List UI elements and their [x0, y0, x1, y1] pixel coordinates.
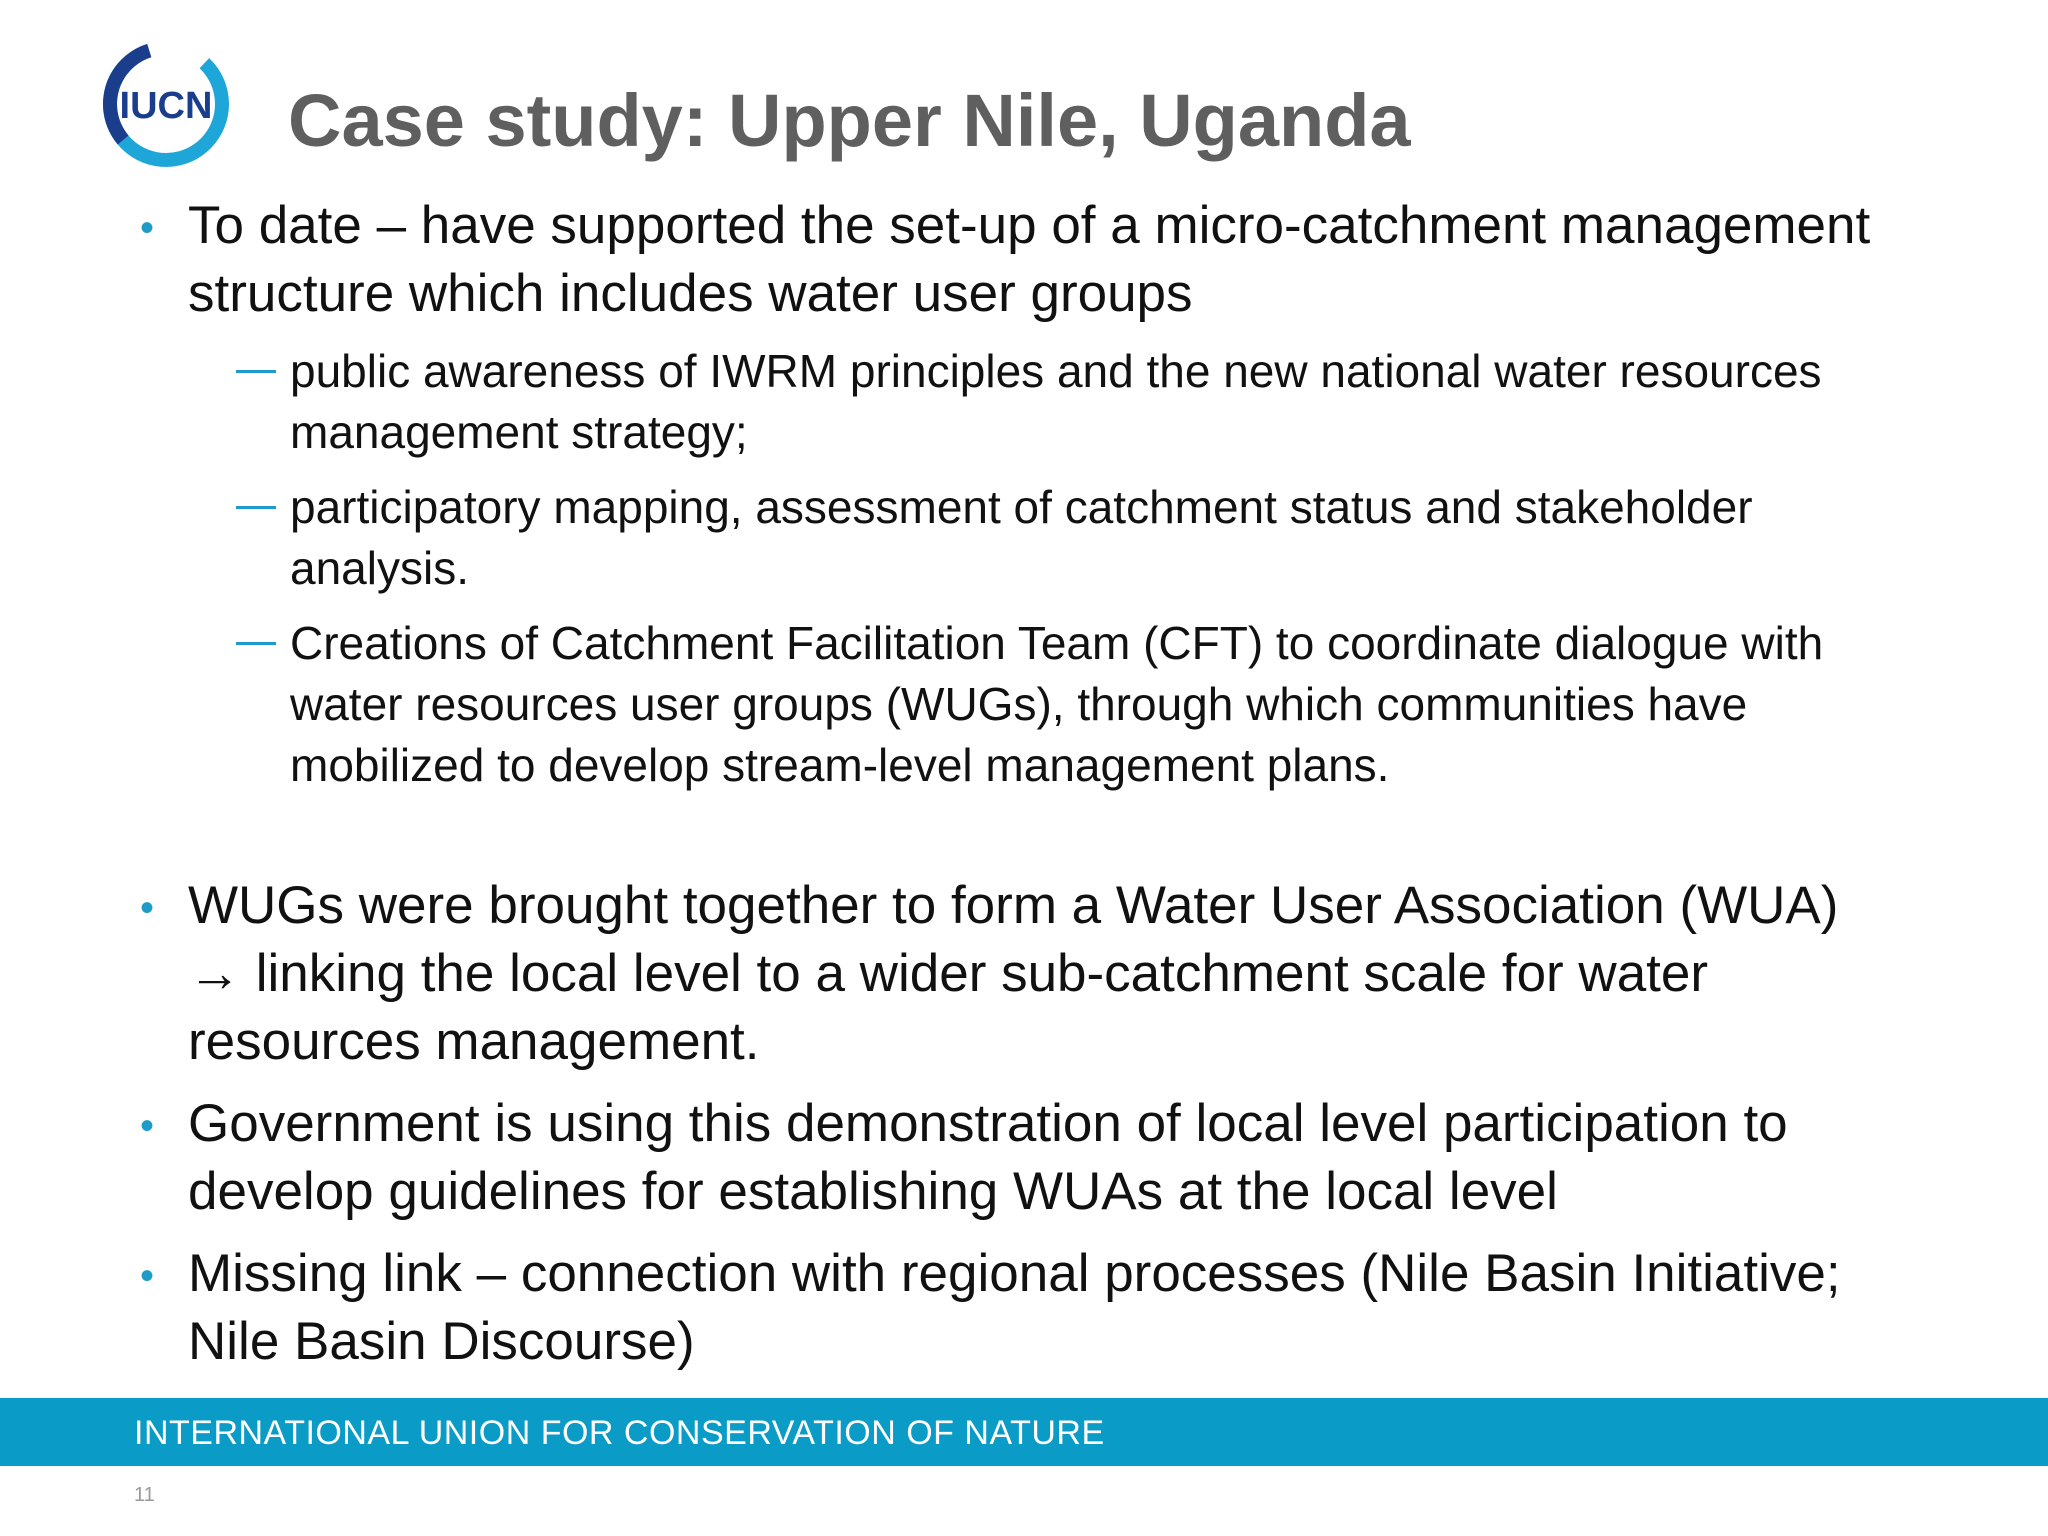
bullet-2-text: WUGs were brought together to form a Water User Association (WUA) → linking the local level to a wider sub-catchment scale for water resources management. — [188, 876, 1839, 1071]
sub-bullet-2-text: participatory mapping, assessment of catchment status and stakeholder analysis. — [290, 481, 1753, 594]
dash-icon — [236, 642, 276, 645]
logo-text: IUCN — [119, 85, 213, 127]
dash-icon — [236, 506, 276, 509]
dash-icon — [236, 370, 276, 373]
bullet-dot-icon: • — [140, 1104, 155, 1148]
bullet-dot-icon: • — [140, 886, 155, 930]
sub-bullet-3-text: Creations of Catchment Facilitation Team (CFT) to coordinate dialogue with water resources user groups (WUGs), through which communities have mobilized to develop stream-level management plans. — [290, 617, 1824, 791]
bullet-4-text: Missing link – connection with regional processes (Nile Basin Initiative; Nile Basin Discourse) — [188, 1244, 1841, 1371]
bullet-dot-icon: • — [140, 206, 155, 250]
bullet-dot-icon: • — [140, 1254, 155, 1298]
iucn-logo — [94, 34, 244, 174]
page-number: 11 — [134, 1484, 155, 1506]
iucn-logo-mark — [94, 34, 244, 174]
bullet-1-text: To date – have supported the set-up of a micro-catchment management structure which includes water user groups — [188, 196, 1871, 323]
bullet-3-text: Government is using this demonstration of local level participation to develop guidelines for establishing WUAs at the local level — [188, 1094, 1788, 1221]
footer-organization: INTERNATIONAL UNION FOR CONSERVATION OF NATURE — [134, 1414, 1105, 1452]
slide-title: Case study: Upper Nile, Uganda — [288, 79, 1411, 162]
sub-bullet-1-text: public awareness of IWRM principles and the new national water resources management strategy; — [290, 345, 1822, 458]
